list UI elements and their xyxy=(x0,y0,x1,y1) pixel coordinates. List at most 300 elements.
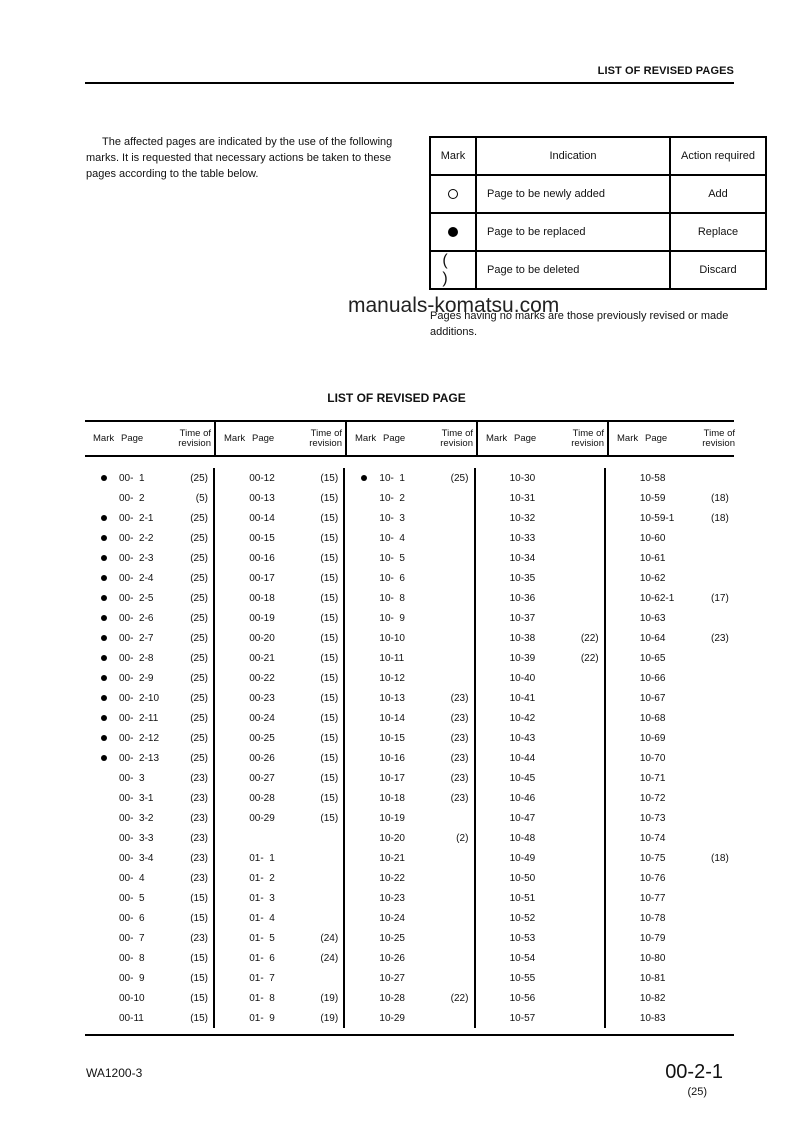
table-row xyxy=(85,908,213,928)
header-mark: Mark xyxy=(486,433,508,444)
table-header xyxy=(85,422,734,457)
legend-indication: Page to be replaced xyxy=(476,213,670,251)
page-cell: 10-31 xyxy=(509,492,536,504)
page-cell: 10-40 xyxy=(509,672,536,684)
revision-cell: (15) xyxy=(190,972,208,984)
table-row xyxy=(215,568,343,588)
table-row xyxy=(476,468,604,488)
page-cell: 10-51 xyxy=(509,892,536,904)
table-row xyxy=(215,908,343,928)
revision-cell: (25) xyxy=(190,472,208,484)
page-cell: 00- 3-4 xyxy=(119,852,154,864)
page-cell: 10- 9 xyxy=(379,612,405,624)
revised-pages-table xyxy=(85,420,734,1036)
revision-cell: (23) xyxy=(190,852,208,864)
page-cell: 00- 2 xyxy=(119,492,145,504)
page-cell: 10-79 xyxy=(639,932,666,944)
table-row xyxy=(345,508,473,528)
page-cell: 10-55 xyxy=(509,972,536,984)
revision-cell: (23) xyxy=(450,712,469,724)
table-row xyxy=(345,948,473,968)
filled-circle-icon xyxy=(448,227,458,237)
page-cell: 10-39 xyxy=(509,652,536,664)
table-row xyxy=(85,948,213,968)
page-cell: 00- 2-11 xyxy=(119,712,159,724)
table-row xyxy=(476,928,604,948)
mark-cell xyxy=(85,613,119,624)
filled-circle-icon xyxy=(101,755,107,761)
legend-row-replace xyxy=(430,213,766,251)
page-cell: 10-10 xyxy=(379,632,405,644)
page-cell: 00- 2-7 xyxy=(119,632,154,644)
mark-cell xyxy=(85,693,119,704)
table-row xyxy=(476,588,604,608)
revision-cell: (15) xyxy=(320,512,339,524)
page-cell: 00- 2-2 xyxy=(119,532,154,544)
filled-circle-icon xyxy=(101,535,107,541)
legend-table xyxy=(429,136,767,290)
table-row xyxy=(476,608,604,628)
page-cell: 10-70 xyxy=(639,752,666,764)
table-row xyxy=(476,768,604,788)
page-cell: 10-21 xyxy=(379,852,405,864)
footer-page-number: 00-2-1 xyxy=(665,1061,723,1083)
table-row xyxy=(606,868,734,888)
table-row xyxy=(215,608,343,628)
table-row xyxy=(85,688,213,708)
page-cell: 10-74 xyxy=(639,832,666,844)
page-cell: 10- 6 xyxy=(379,572,405,584)
table-row xyxy=(606,508,734,528)
table-row xyxy=(606,648,734,668)
table-row xyxy=(85,988,213,1008)
revision-cell: (23) xyxy=(450,772,469,784)
legend-header-action: Action required xyxy=(670,137,766,175)
legend-indication: Page to be newly added xyxy=(476,175,670,213)
table-row xyxy=(606,908,734,928)
revision-cell: (22) xyxy=(580,652,599,664)
table-row xyxy=(476,528,604,548)
revision-cell: (23) xyxy=(190,832,208,844)
page-cell: 00- 6 xyxy=(119,912,145,924)
table-row xyxy=(476,808,604,828)
table-row xyxy=(345,528,473,548)
page-cell: 01- 6 xyxy=(249,952,275,964)
table-row xyxy=(476,908,604,928)
page-cell: 10-14 xyxy=(379,712,405,724)
page-cell: 10-49 xyxy=(509,852,536,864)
header-group xyxy=(476,422,607,455)
header-rule xyxy=(85,82,734,84)
revision-cell: (15) xyxy=(190,1012,208,1024)
revision-cell: (15) xyxy=(320,592,339,604)
table-row xyxy=(345,728,473,748)
revision-cell: (5) xyxy=(195,492,208,504)
revision-cell: (15) xyxy=(190,992,208,1004)
column-group xyxy=(213,468,343,1028)
page-cell: 00-23 xyxy=(249,692,275,704)
page-cell: 10-59 xyxy=(639,492,666,504)
table-row xyxy=(215,848,343,868)
table-row xyxy=(85,848,213,868)
table-row xyxy=(476,648,604,668)
table-row xyxy=(606,728,734,748)
table-row xyxy=(85,708,213,728)
table-row xyxy=(85,628,213,648)
mark-cell xyxy=(85,553,119,564)
header-group xyxy=(607,422,738,455)
page-cell: 10-26 xyxy=(379,952,405,964)
table-row xyxy=(476,628,604,648)
revision-cell: (25) xyxy=(190,712,208,724)
page-cell: 00- 4 xyxy=(119,872,145,884)
page-cell: 10-25 xyxy=(379,932,405,944)
page-cell: 10-29 xyxy=(379,1012,405,1024)
filled-circle-icon xyxy=(101,555,107,561)
table-row xyxy=(85,728,213,748)
page-cell: 10-38 xyxy=(509,632,536,644)
revision-cell: (23) xyxy=(450,732,469,744)
table-row xyxy=(476,688,604,708)
table-row xyxy=(85,648,213,668)
table-row xyxy=(215,668,343,688)
table-row xyxy=(85,668,213,688)
table-row xyxy=(85,588,213,608)
table-row xyxy=(85,788,213,808)
page-cell: 00- 2-4 xyxy=(119,572,154,584)
table-row xyxy=(476,948,604,968)
revision-cell: (23) xyxy=(190,792,208,804)
revision-cell: (23) xyxy=(190,812,208,824)
revision-cell: (25) xyxy=(190,752,208,764)
page-cell: 00- 2-5 xyxy=(119,592,154,604)
revision-cell: (15) xyxy=(320,612,339,624)
table-row xyxy=(476,568,604,588)
footer-model: WA1200-3 xyxy=(86,1066,143,1080)
table-row xyxy=(476,888,604,908)
page-cell: 00-16 xyxy=(249,552,275,564)
page-cell: 00-20 xyxy=(249,632,275,644)
table-row xyxy=(345,908,473,928)
revision-cell: (15) xyxy=(320,792,339,804)
page-cell: 10- 8 xyxy=(379,592,405,604)
page-cell: 10-17 xyxy=(379,772,405,784)
table-row xyxy=(476,868,604,888)
table-row xyxy=(215,648,343,668)
page-cell: 00- 7 xyxy=(119,932,145,944)
page-cell: 10-66 xyxy=(639,672,666,684)
table-row xyxy=(215,988,343,1008)
table-row xyxy=(476,668,604,688)
page-cell: 10-50 xyxy=(509,872,536,884)
filled-circle-icon xyxy=(101,515,107,521)
table-row xyxy=(215,468,343,488)
page-cell: 10-65 xyxy=(639,652,666,664)
revision-cell: (15) xyxy=(320,652,339,664)
page-cell: 01- 3 xyxy=(249,892,275,904)
legend-header-row xyxy=(430,137,766,175)
legend-header-indication: Indication xyxy=(476,137,670,175)
page-cell: 10-73 xyxy=(639,812,666,824)
filled-circle-icon xyxy=(101,735,107,741)
table-row xyxy=(606,988,734,1008)
revision-cell: (23) xyxy=(190,872,208,884)
table-row xyxy=(476,828,604,848)
revision-cell: (18) xyxy=(711,852,729,864)
table-row xyxy=(606,788,734,808)
table-row xyxy=(345,768,473,788)
header-page: Page xyxy=(645,433,668,444)
page-cell: 10-57 xyxy=(509,1012,536,1024)
page-cell: 00- 1 xyxy=(119,472,145,484)
page-cell: 00-27 xyxy=(249,772,275,784)
revision-cell: (15) xyxy=(320,632,339,644)
page-cell: 10-44 xyxy=(509,752,536,764)
revision-cell: (2) xyxy=(456,832,469,844)
column-group xyxy=(604,468,734,1028)
table-row xyxy=(345,488,473,508)
mark-cell xyxy=(85,713,119,724)
intro-paragraph xyxy=(86,134,396,182)
revision-cell: (23) xyxy=(450,792,469,804)
table-row xyxy=(215,508,343,528)
page-cell: 10- 2 xyxy=(379,492,405,504)
legend-action: Discard xyxy=(670,251,766,289)
page-cell: 10-77 xyxy=(639,892,666,904)
footer-revision: (25) xyxy=(687,1086,707,1098)
header-page: Page xyxy=(383,433,406,444)
page-cell: 10-34 xyxy=(509,552,536,564)
filled-circle-icon xyxy=(101,575,107,581)
page-cell: 00- 2-10 xyxy=(119,692,160,704)
revision-cell: (18) xyxy=(711,492,729,504)
revision-cell: (15) xyxy=(190,912,208,924)
table-row xyxy=(345,828,473,848)
page-cell: 10-48 xyxy=(509,832,536,844)
page-cell: 00-12 xyxy=(249,472,275,484)
open-circle-icon xyxy=(448,189,458,199)
page-cell: 00-22 xyxy=(249,672,275,684)
table-row xyxy=(476,968,604,988)
revision-cell: (17) xyxy=(711,592,729,604)
table-row xyxy=(85,528,213,548)
table-row xyxy=(476,708,604,728)
filled-circle-icon xyxy=(361,475,367,481)
page-cell: 10-45 xyxy=(509,772,536,784)
table-row xyxy=(345,808,473,828)
legend-header-mark: Mark xyxy=(430,137,476,175)
filled-circle-icon xyxy=(101,715,107,721)
list-title: LIST OF REVISED PAGE xyxy=(327,391,466,405)
table-row xyxy=(85,508,213,528)
page-cell: 10-42 xyxy=(509,712,536,724)
table-row xyxy=(606,688,734,708)
table-row xyxy=(85,868,213,888)
table-row xyxy=(606,768,734,788)
page-cell: 10-46 xyxy=(509,792,536,804)
revision-cell: (24) xyxy=(320,952,339,964)
page-cell: 00-26 xyxy=(249,752,275,764)
legend-row-add xyxy=(430,175,766,213)
table-row xyxy=(606,628,734,648)
page-cell: 01- 5 xyxy=(249,932,275,944)
page-cell: 10-15 xyxy=(379,732,405,744)
page-cell: 00- 2-9 xyxy=(119,672,154,684)
page-cell: 10- 4 xyxy=(379,532,405,544)
revision-cell: (15) xyxy=(320,712,339,724)
revision-cell: (25) xyxy=(190,732,208,744)
page-cell: 00-28 xyxy=(249,792,275,804)
page-cell: 01- 1 xyxy=(249,852,275,864)
page-cell: 00-14 xyxy=(249,512,275,524)
page-cell: 10-28 xyxy=(379,992,405,1004)
filled-circle-icon xyxy=(101,655,107,661)
column-group xyxy=(343,468,473,1028)
table-row xyxy=(215,888,343,908)
mark-cell xyxy=(85,593,119,604)
page-cell: 00- 9 xyxy=(119,972,145,984)
revision-cell: (15) xyxy=(320,752,339,764)
revision-cell: (22) xyxy=(450,992,469,1004)
page-cell: 00-15 xyxy=(249,532,275,544)
table-row xyxy=(85,768,213,788)
table-row xyxy=(215,1008,343,1028)
revision-cell: (23) xyxy=(450,752,469,764)
filled-circle-icon xyxy=(101,595,107,601)
page-cell: 10-78 xyxy=(639,912,666,924)
table-row xyxy=(215,768,343,788)
table-row xyxy=(215,588,343,608)
table-row xyxy=(215,928,343,948)
intro-text: The affected pages are indicated by the use of the following marks. It is requested that necessary actions be taken to these pages according to the table below. xyxy=(86,136,393,180)
page-cell: 00-21 xyxy=(249,652,275,664)
page-cell: 00- 3-3 xyxy=(119,832,154,844)
table-row xyxy=(85,748,213,768)
mark-cell xyxy=(85,653,119,664)
page-cell: 00-18 xyxy=(249,592,275,604)
revision-cell: (23) xyxy=(711,632,729,644)
table-row xyxy=(606,948,734,968)
table-row xyxy=(345,968,473,988)
table-row xyxy=(606,1008,734,1028)
table-row xyxy=(606,808,734,828)
header-page: Page xyxy=(121,433,144,444)
header-mark: Mark xyxy=(224,433,246,444)
table-row xyxy=(85,608,213,628)
page-cell: 10-52 xyxy=(509,912,536,924)
table-row xyxy=(215,628,343,648)
table-row xyxy=(85,468,213,488)
table-row xyxy=(85,808,213,828)
table-row xyxy=(345,668,473,688)
table-row xyxy=(476,548,604,568)
legend-note: Pages having no marks are those previously revised or made additions. xyxy=(430,310,729,338)
page-cell: 10-54 xyxy=(509,952,536,964)
mark-cell xyxy=(85,513,119,524)
page-cell: 01- 2 xyxy=(249,872,275,884)
legend-row-discard xyxy=(430,251,766,289)
table-row xyxy=(85,548,213,568)
table-row xyxy=(476,988,604,1008)
page-cell: 00-19 xyxy=(249,612,275,624)
table-row xyxy=(476,728,604,748)
page-cell: 10- 1 xyxy=(379,472,405,484)
header-time-of-revision: Time of revision xyxy=(309,427,342,449)
table-row xyxy=(606,708,734,728)
table-row xyxy=(476,788,604,808)
table-row xyxy=(345,548,473,568)
header-mark: Mark xyxy=(93,433,115,444)
page-cell: 10-76 xyxy=(639,872,666,884)
page-cell: 10-62-1 xyxy=(639,592,675,604)
revision-cell: (25) xyxy=(190,652,208,664)
page-cell: 01- 7 xyxy=(249,972,275,984)
table-row xyxy=(345,988,473,1008)
page-cell: 00- 3-2 xyxy=(119,812,154,824)
revision-cell: (15) xyxy=(320,552,339,564)
page-cell: 10-61 xyxy=(639,552,666,564)
table-row xyxy=(345,648,473,668)
page-cell: 00- 5 xyxy=(119,892,145,904)
header-time-of-revision: Time of revision xyxy=(571,427,604,449)
page-cell: 10-12 xyxy=(379,672,405,684)
revision-cell: (25) xyxy=(190,632,208,644)
table-row xyxy=(606,928,734,948)
page-cell: 01- 9 xyxy=(249,1012,275,1024)
revision-cell: (15) xyxy=(320,532,339,544)
table-row xyxy=(85,488,213,508)
revision-cell: (22) xyxy=(580,632,599,644)
table-row xyxy=(345,928,473,948)
page-cell: 00- 2-1 xyxy=(119,512,154,524)
legend-indication: Page to be deleted xyxy=(476,251,670,289)
filled-circle-icon xyxy=(101,615,107,621)
table-row xyxy=(215,748,343,768)
page-cell: 00-24 xyxy=(249,712,275,724)
page-cell: 10-60 xyxy=(639,532,666,544)
mark-cell xyxy=(85,533,119,544)
filled-circle-icon xyxy=(101,475,107,481)
page-cell: 01- 8 xyxy=(249,992,275,1004)
parentheses-icon: ( ) xyxy=(442,252,464,287)
table-row xyxy=(85,888,213,908)
header-group xyxy=(85,422,214,455)
page-cell: 10-53 xyxy=(509,932,536,944)
column-group xyxy=(474,468,604,1028)
header-page: Page xyxy=(514,433,537,444)
page-cell: 00-10 xyxy=(119,992,145,1004)
filled-circle-icon xyxy=(101,695,107,701)
table-row xyxy=(606,848,734,868)
page-cell: 10-83 xyxy=(639,1012,666,1024)
table-row xyxy=(476,508,604,528)
table-row xyxy=(345,708,473,728)
filled-circle-icon xyxy=(101,635,107,641)
table-row xyxy=(345,748,473,768)
page-cell: 10-24 xyxy=(379,912,405,924)
revision-cell: (19) xyxy=(320,1012,339,1024)
table-row xyxy=(215,948,343,968)
revision-cell: (19) xyxy=(320,992,339,1004)
mark-cell xyxy=(85,633,119,644)
revision-cell: (24) xyxy=(320,932,339,944)
page-cell: 10-41 xyxy=(509,692,536,704)
page-cell: 10-59-1 xyxy=(639,512,675,524)
table-row xyxy=(476,848,604,868)
header-time-of-revision: Time of revision xyxy=(702,427,735,449)
page-cell: 10-80 xyxy=(639,952,666,964)
page-cell: 10-69 xyxy=(639,732,666,744)
